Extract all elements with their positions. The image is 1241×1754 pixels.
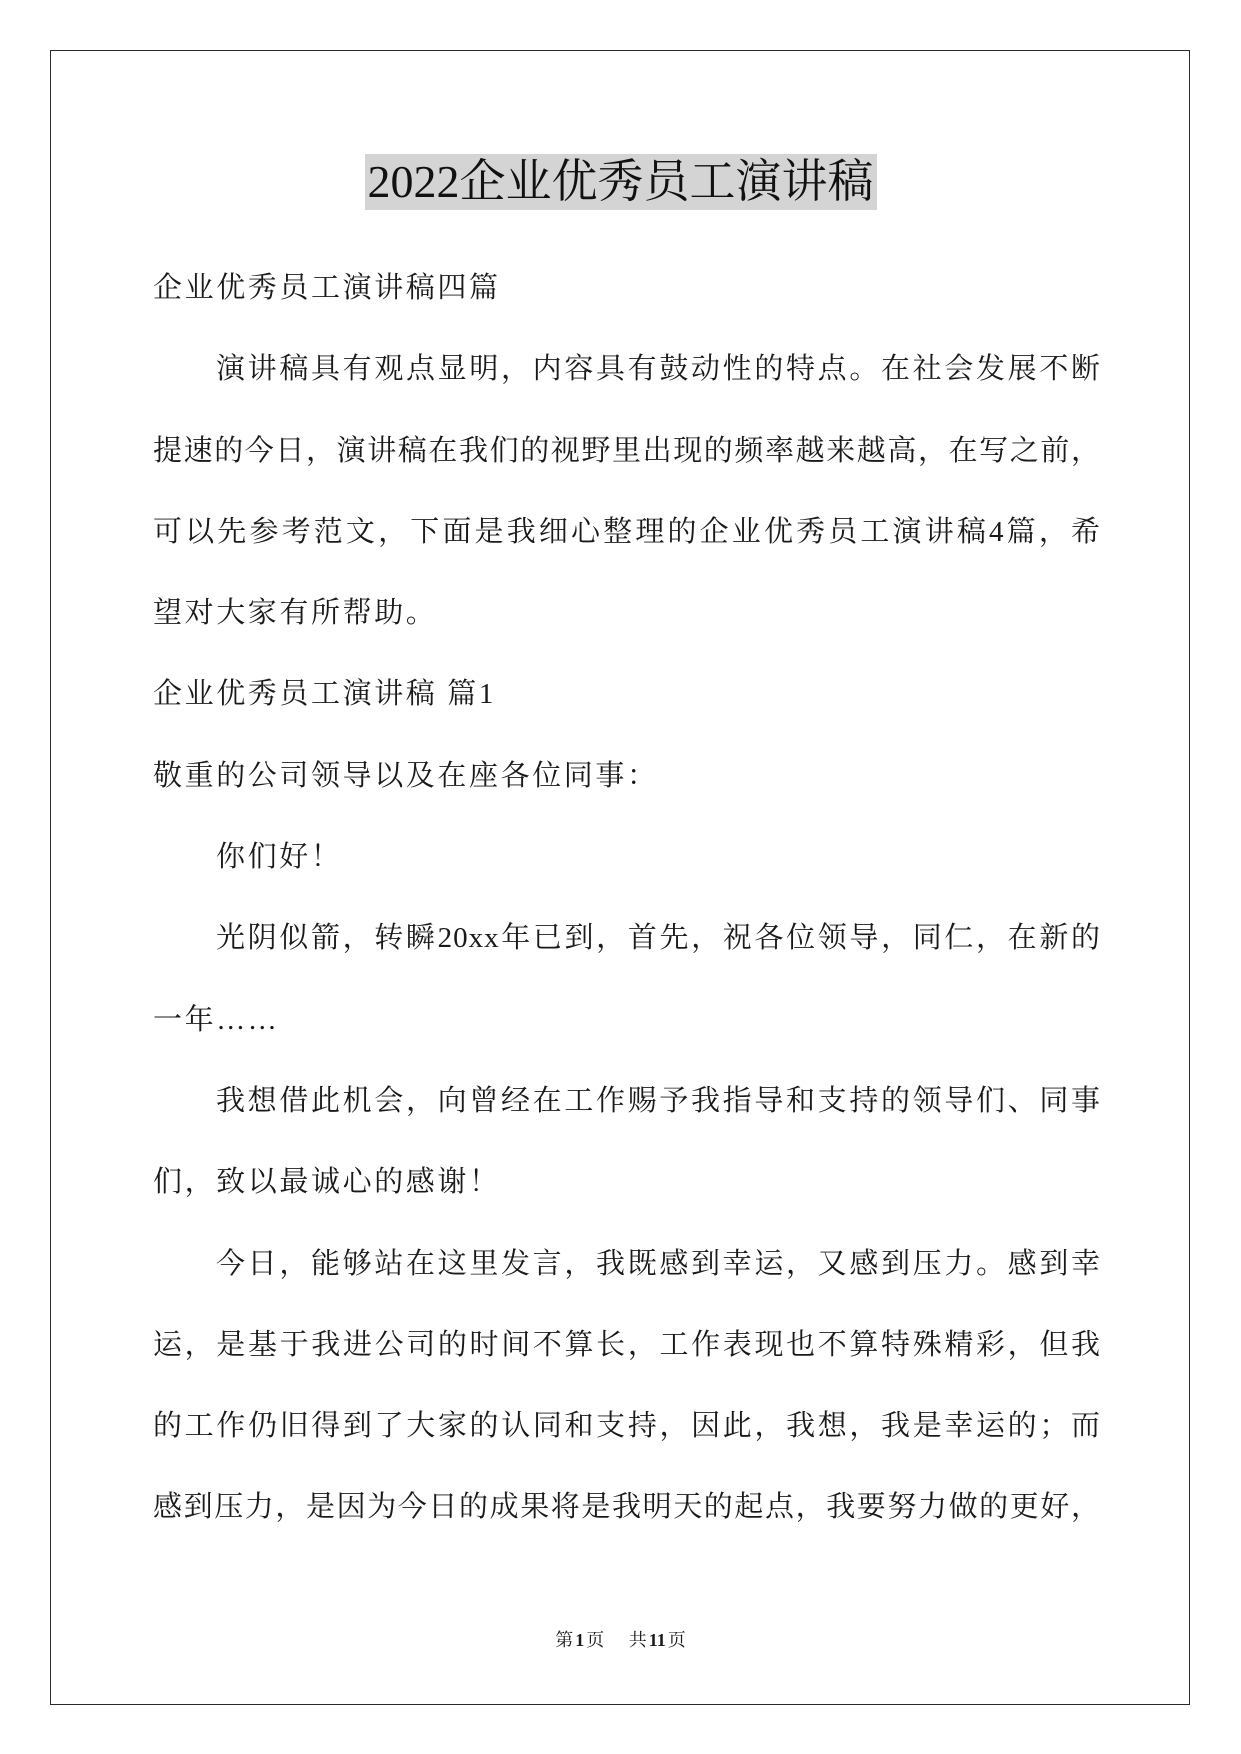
intro-line: 演讲稿具有观点显明，内容具有鼓动性的特点。在社会发展不断 bbox=[216, 353, 1101, 386]
intro-line: 提速的今日，演讲稿在我们的视野里出现的频率越来越高，在写之前， bbox=[153, 434, 1101, 467]
document-body bbox=[153, 248, 1133, 1549]
greeting: 你们好！ bbox=[216, 841, 343, 874]
intro-line: 可以先参考范文，下面是我细心整理的企业优秀员工演讲稿4篇，希 bbox=[153, 515, 1101, 548]
paragraph-line: 光阴似箭，转瞬20xx年已到，首先，祝各位领导，同仁，在新的 bbox=[216, 922, 1101, 955]
salutation: 敬重的公司领导以及在座各位同事： bbox=[153, 759, 659, 792]
total-pages-indicator bbox=[629, 1630, 686, 1650]
paragraph-line: 感到压力，是因为今日的成果将是我明天的起点，我要努力做的更好， bbox=[153, 1491, 1101, 1524]
paragraph-line: 们，致以最诚心的感谢！ bbox=[153, 1166, 501, 1199]
total-pages: 11 bbox=[648, 1630, 666, 1650]
total-prefix: 共 bbox=[628, 1630, 647, 1650]
section-title: 企业优秀员工演讲稿 篇1 bbox=[153, 678, 496, 711]
paragraph-line: 运，是基于我进公司的时间不算长，工作表现也不算特殊精彩，但我 bbox=[153, 1328, 1101, 1361]
page-prefix: 第 bbox=[555, 1630, 574, 1650]
title-container bbox=[0, 154, 1241, 210]
page-indicator bbox=[555, 1630, 609, 1650]
paragraph-line: 的工作仍旧得到了大家的认同和支持，因此，我想，我是幸运的；而 bbox=[153, 1410, 1101, 1443]
intro-line: 望对大家有所帮助。 bbox=[153, 597, 438, 630]
total-suffix: 页 bbox=[667, 1630, 686, 1650]
document-title: 2022企业优秀员工演讲稿 bbox=[365, 154, 877, 210]
paragraph-line: 今日，能够站在这里发言，我既感到幸运，又感到压力。感到幸 bbox=[216, 1247, 1101, 1280]
paragraph-line: 一年…… bbox=[153, 1003, 280, 1036]
page-number: 1 bbox=[575, 1630, 585, 1650]
paragraph-line: 我想借此机会，向曾经在工作赐予我指导和支持的领导们、同事 bbox=[216, 1084, 1101, 1117]
page-suffix: 页 bbox=[586, 1630, 605, 1650]
heading-line: 企业优秀员工演讲稿四篇 bbox=[153, 272, 501, 304]
page-footer bbox=[0, 1628, 1241, 1652]
